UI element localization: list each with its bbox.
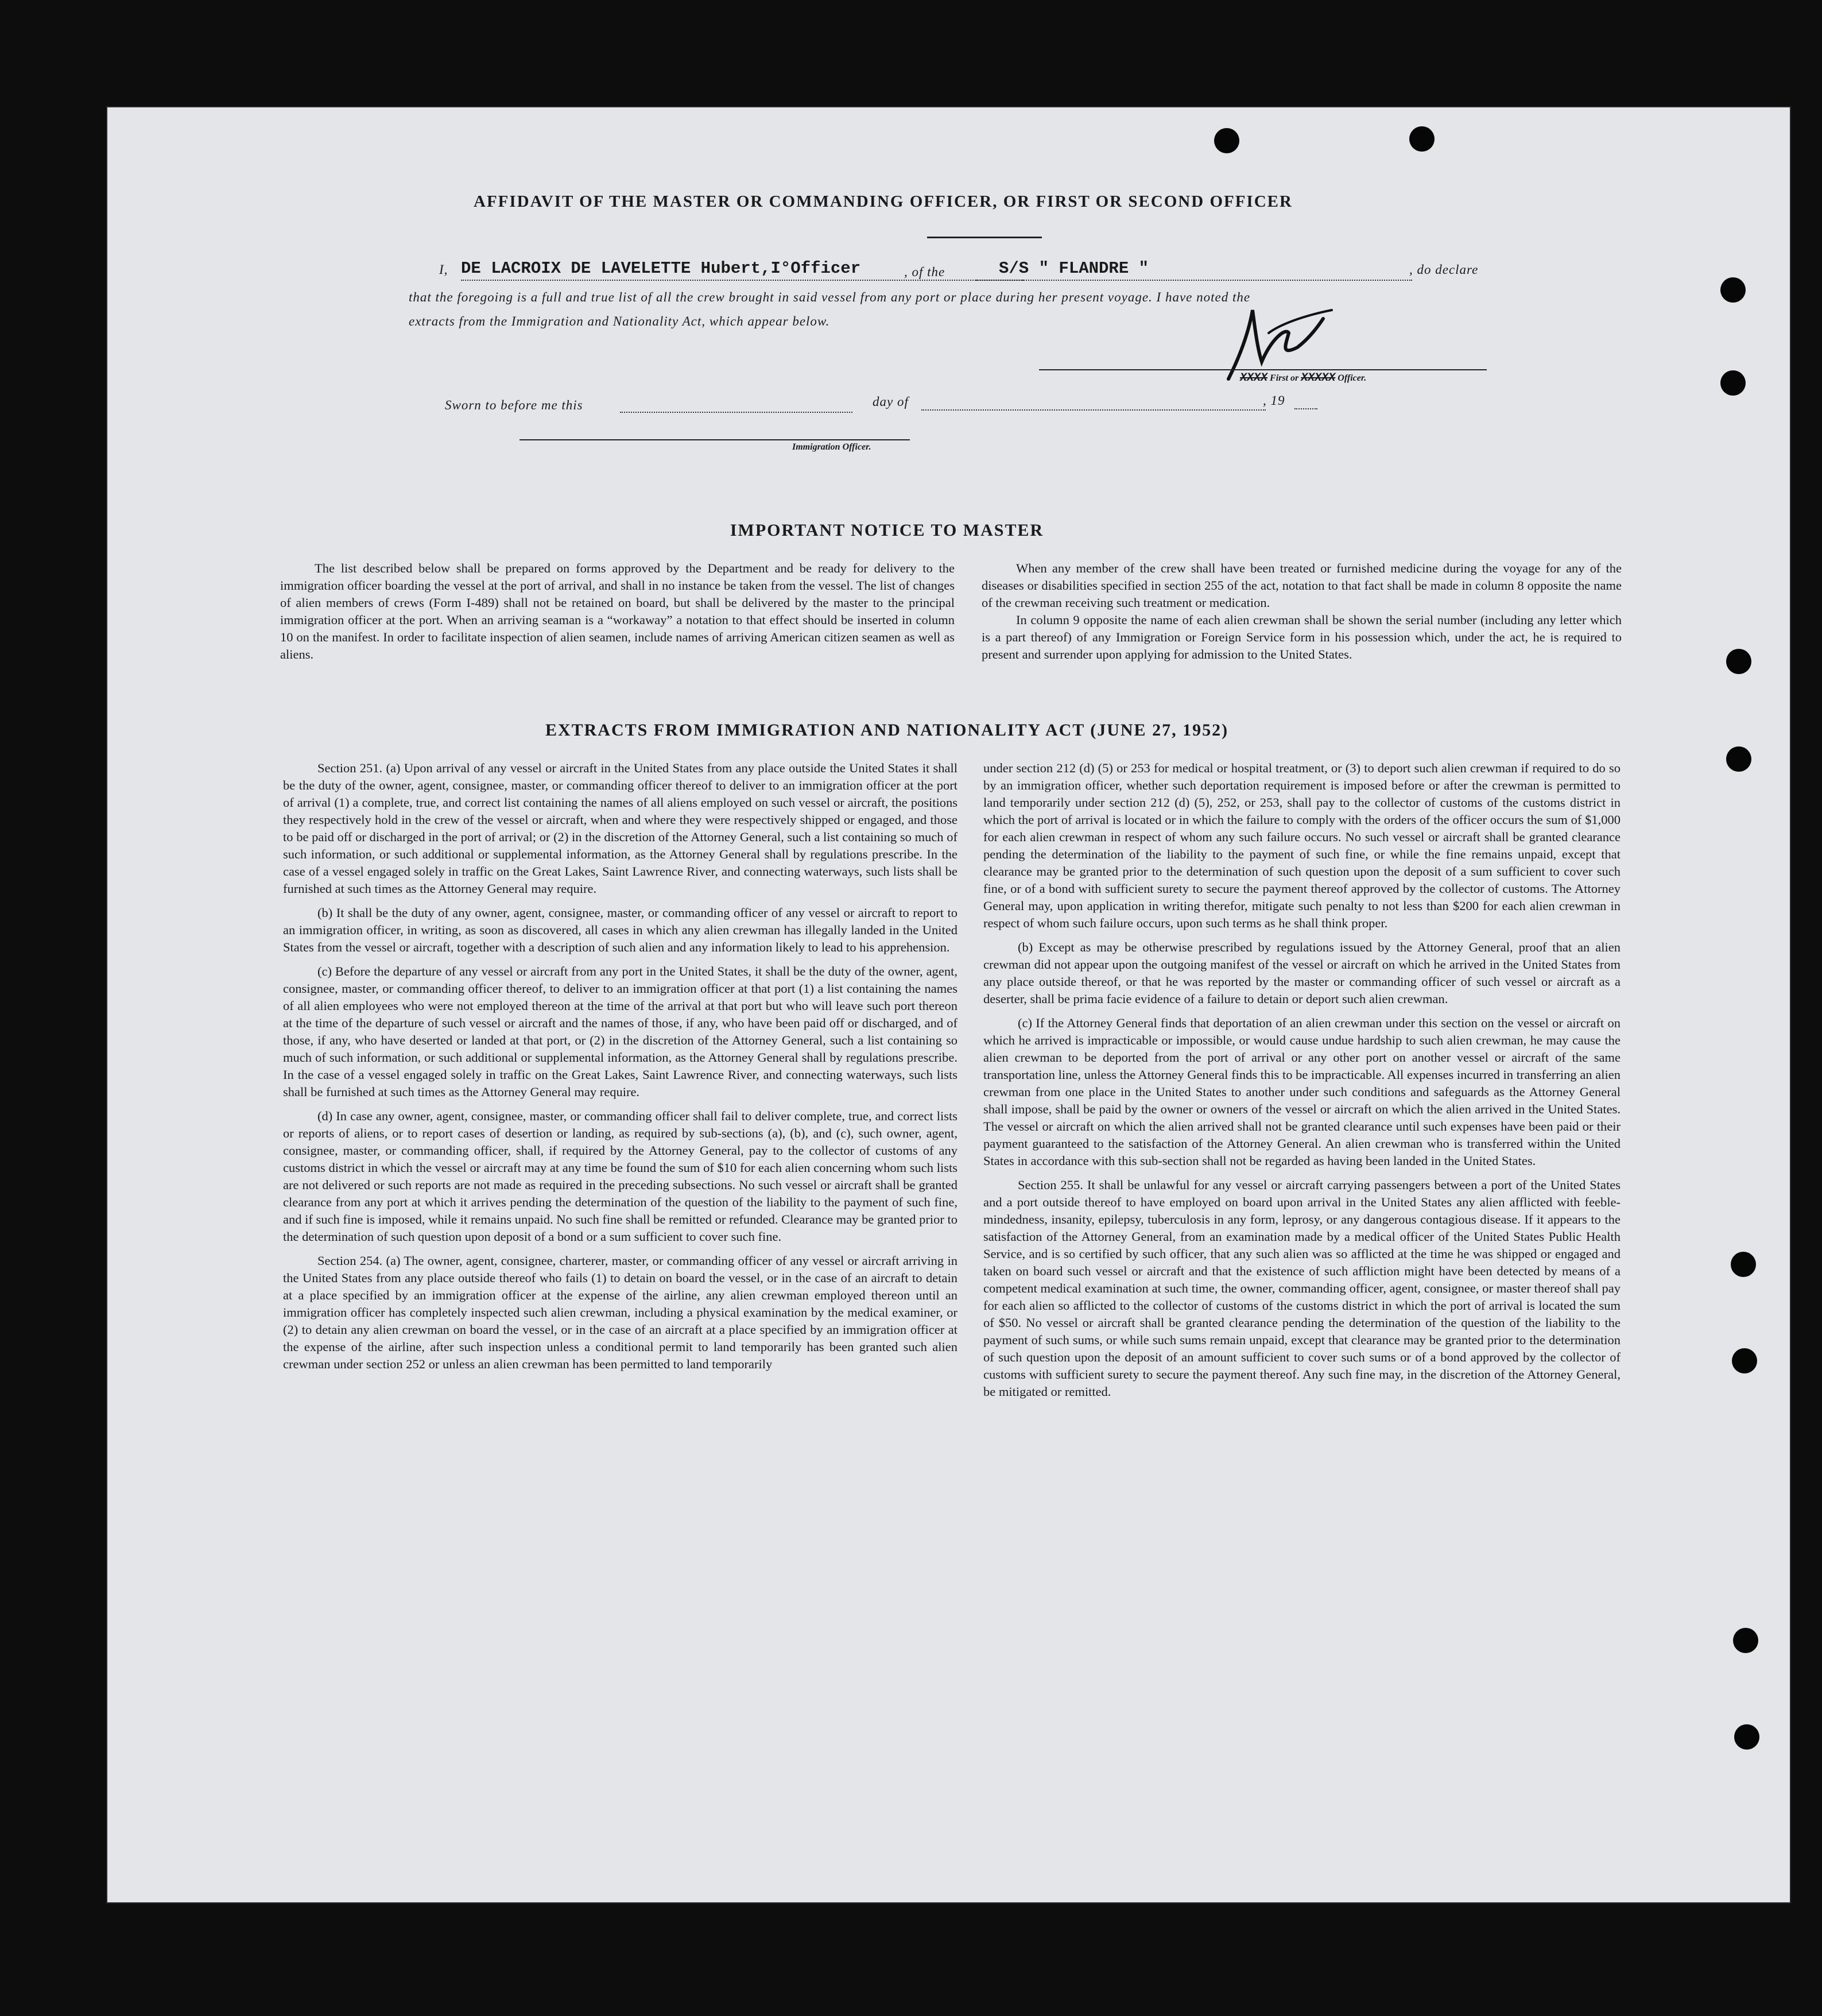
signature-line [1039, 369, 1487, 370]
title-underline [927, 237, 1042, 238]
statement-line-1: that the foregoing is a full and true list of all the crew brought in said vessel from any port or place during her present voyage. I have noted the [409, 290, 1251, 304]
punch-hole [1720, 370, 1746, 396]
punch-hole [1720, 277, 1746, 303]
punch-hole [1726, 649, 1751, 674]
officer-caption [1240, 372, 1366, 385]
punch-hole [1726, 746, 1751, 772]
extract-paragraph: (c) If the Attorney General finds that deportation of an alien crewman under this section on the vessel or aircraft on which he arrived is impracticable or impossible, or would cause undue hardship to such alien crewman, he may cause the alien crewman to be deported from the port of arrival or any other port on another vessel or aircraft of the same transportation line, unless the Attorney General finds this to be impracticable. All expenses incurred in transferring an alien crewman from one place in the United States to another under such conditions and safeguards as the Attorney General shall impose, shall be paid by the owner or owners of the vessel or aircraft on which the alien arrived in the United States. The vessel or aircraft on which the alien arrived shall not be granted clearance until such expenses have been paid or their payment guaranteed to the satisfaction of the Attorney General. An alien crewman who is transferred within the United States in accordance with this sub-section shall not be regarded as having been landed in the United States. [983, 1016, 1621, 1168]
immigration-officer-line [520, 439, 910, 440]
sworn-year-field[interactable] [1294, 408, 1317, 409]
affidavit-title: AFFIDAVIT OF THE MASTER OR COMMANDING OFFICER, OR FIRST OR SECOND OFFICER [474, 192, 1293, 211]
notice-right-column [982, 560, 1622, 670]
notice-paragraph: In column 9 opposite the name of each alien crewman shall be shown the serial number (including any letter which is a part thereof) of any Immigration or Foreign Service form in his possession which, under the act, he is required to present and surrender upon applying for admission to the United States. [982, 613, 1622, 661]
punch-hole [1214, 128, 1239, 153]
punch-hole [1733, 1628, 1758, 1653]
vessel-name-field[interactable]: S/S " FLANDRE " [999, 259, 1149, 278]
extract-paragraph: Section 254. (a) The owner, agent, consignee, charterer, master, or commanding officer of any vessel or aircraft arriving in the United States from any place outside thereof who fails (1) to detain on board the vessel, or in the case of an aircraft to detain at a place specified by an immigration officer at the expense of the airline, any alien crewman employed thereon until an immigration officer has completely inspected such alien crewman, including a physical examination by the medical examiner, or (2) to detain any alien crewman on board the vessel, or in the case of an aircraft at a place specified by an immigration officer at the expense of the airline, after such inspection unless a conditional permit to land temporarily has been granted such alien crewman under section 252 or unless an alien crewman has been permitted to land temporarily [283, 1253, 957, 1371]
do-declare-label: , do declare [1409, 262, 1479, 277]
extract-paragraph: (b) It shall be the duty of any owner, agent, consignee, master, or commanding officer of any vessel or aircraft to report to an immigration officer, in writing, as soon as discovered, all cases in which any alien crewman has illegally landed in the United States from the vessel or aircraft, together with a description of such alien and any information likely to lead to his apprehension. [283, 906, 957, 954]
punch-hole [1731, 1252, 1756, 1277]
i-label: I, [439, 262, 448, 277]
year-label: , 19 [1263, 393, 1285, 408]
document-page [106, 106, 1791, 1903]
extracts-title: EXTRACTS FROM IMMIGRATION AND NATIONALITY ACT (JUNE 27, 1952) [545, 721, 1229, 740]
extracts-right-column [983, 760, 1621, 1407]
punch-hole [1734, 1724, 1759, 1750]
immigration-officer-caption: Immigration Officer. [792, 442, 871, 452]
caption-or: or [1290, 373, 1299, 383]
sworn-day-field[interactable] [620, 412, 852, 413]
extract-paragraph: Section 251. (a) Upon arrival of any vessel or aircraft in the United States from any place outside the United States it shall be the duty of the owner, agent, consignee, master, or commanding officer thereof to deliver to an immigration officer at the port of arrival (1) a complete, true, and correct list containing the names of all aliens employed on such vessel or aircraft, the positions they respectively hold in the crew of the vessel or aircraft, when and where they were respectively shipped or engaged, and those to be paid off or discharged in the port of arrival; or (2) in the discretion of the Attorney General, such a list containing so much of such information, or such additional or supplemental information, as the Attorney General shall by regulations prescribe. In the case of a vessel engaged solely in traffic on the Great Lakes, Saint Lawrence River, and connecting waterways, such lists shall be furnished at such times as the Attorney General may require. [283, 761, 957, 896]
statement-line-2: extracts from the Immigration and Nationality Act, which appear below. [409, 314, 830, 328]
extracts-left-column [283, 760, 957, 1380]
punch-hole [1409, 126, 1435, 152]
sworn-month-field[interactable] [921, 409, 1266, 411]
notice-paragraph: When any member of the crew shall have been treated or furnished medicine during the voyage for any of the diseases or disabilities specified in section 255 of the act, notation to that fact shall be made in column 8 opposite the name of the crewman receiving such treatment or medication. [982, 561, 1622, 610]
notice-paragraph: The list described below shall be prepared on forms approved by the Department and be ready for delivery to the immigration officer boarding the vessel at the port of arrival, and shall in no instance be taken from the vessel. The list of changes of alien members of crews (Form I-489) shall not be retained on board, but shall be delivered by the master to the principal immigration officer at the port. When an arriving seaman is a “workaway” a notation to that effect should be inserted in column 10 on the manifest. In order to facilitate inspection of alien seamen, include names of arriving American citizen seamen as well as aliens. [280, 561, 955, 661]
punch-hole [1732, 1348, 1757, 1373]
extract-paragraph: (b) Except as may be otherwise prescribed by regulations issued by the Attorney General, proof that an alien crewman did not appear upon the outgoing manifest of the vessel or aircraft on which he arrived in the United States from any place outside thereof, or that he was reported by the master or commanding officer of such vessel or aircraft as a deserter, shall be prima facie evidence of a failure to detain or deport such alien crewman. [983, 940, 1621, 1006]
sworn-label: Sworn to before me this [445, 398, 583, 412]
notice-left-column [280, 560, 955, 670]
caption-struck-prefix: XXXX [1240, 372, 1268, 385]
extract-paragraph: (c) Before the departure of any vessel or aircraft from any port in the United States, it shall be the duty of the owner, agent, consignee, master, or commanding officer thereof, to deliver to an immigration officer at that port (1) a list containing the names of all alien employees who were not employed thereon at the time of the arrival at that port but who will leave such port thereon at the time of the departure of such vessel or aircraft and the names of those, if any, who have been paid off or discharged, and of those, if any, who have deserted or landed at that port, or (2) in the discretion of the Attorney General, such a list containing so much of such information, or such additional or supplemental information, as the Attorney General shall by regulations prescribe. In the case of a vessel engaged solely in traffic on the Great Lakes, Saint Lawrence River, and connecting waterways, such lists shall be furnished at such times as the Attorney General may require. [283, 964, 957, 1099]
day-of-label: day of [873, 394, 909, 409]
of-the-label: , of the [904, 265, 951, 280]
extract-paragraph: Section 255. It shall be unlawful for any vessel or aircraft carrying passengers between a port of the United States and a port outside thereof to have employed on board upon arrival in the United States any alien afflicted with feeble-mindedness, insanity, epilepsy, tuberculosis in any form, leprosy, or any dangerous contagious disease. If it appears to the satisfaction of the Attorney General, from an examination made by a medical officer of the United States Public Health Service, and is so certified by such officer, that any such alien was so afflicted at the time he was shipped or engaged and taken on board such vessel or aircraft and that the existence of such affliction might have been detected by means of a competent medical examination at such time, the owner, commanding officer, agent, consignee, or master thereof shall pay for each alien so afflicted to the collector of customs of the customs district in which the port of arrival is located the sum of $50. No vessel or aircraft shall be granted clearance pending the determination of the question of the liability to the payment of such sums, or while such sums remain unpaid, except that clearance may be granted prior to the determination of such question upon the deposit of an amount sufficient to cover such sums or of a bond approved by the collector of customs with sufficient surety to secure the payment thereof. Any such fine may, in the discretion of the Attorney General, be mitigated or remitted. [983, 1178, 1621, 1399]
notice-title: IMPORTANT NOTICE TO MASTER [730, 521, 1044, 540]
caption-struck-second: XXXXX [1301, 372, 1336, 385]
caption-first: First [1270, 373, 1289, 383]
officer-name-field[interactable]: DE LACROIX DE LAVELETTE Hubert,I°Officer [461, 259, 861, 278]
caption-officer: Officer. [1338, 373, 1367, 383]
extract-paragraph: under section 212 (d) (5) or 253 for medical or hospital treatment, or (3) to deport such alien crewman if required to do so by an immigration officer, whether such deportation requirement is imposed before or after the crewman is permitted to land temporarily under section 212 (d) (5), 252, or 253, shall pay to the collector of customs of the customs district in which the port of arrival is located or in which the failure to comply with the orders of the officer occurs the sum of $1,000 for each alien crewman in respect of whom any such failure occurs. No such vessel or aircraft shall be granted clearance pending the determination of the liability to the payment of such fine, or while the fine remains unpaid, except that clearance may be granted prior to the determination of such question upon the deposit of a sum sufficient to cover such fine, or of a bond with sufficient surety to secure the payment thereof approved by the collector of customs. The Attorney General may, upon application in writing therefor, mitigate such penalty to not less than $200 for each alien crewman in respect of whom such failure occurs, upon such terms as he shall think proper. [983, 761, 1621, 930]
extract-paragraph: (d) In case any owner, agent, consignee, master, or commanding officer shall fail to deliver complete, true, and correct lists or reports of aliens, or to report cases of desertion or landing, as required by sub-sections (a), (b), and (c), such owner, agent, consignee, master, or commanding officer, shall, if required by the Attorney General, pay to the collector of customs of any customs district in which the vessel or aircraft may at any time be found the sum of $10 for each alien concerning whom such lists are not delivered or such reports are not made as required in the preceding subsections. No such vessel or aircraft shall be granted clearance from any port at which it arrives pending the determination of the question of the liability to the payment of such fine, and if such fine is imposed, while it remains unpaid. No such fine shall be remitted or refunded. Clearance may be granted prior to the determination of such question upon deposit of a bond or a sum sufficient to cover such fine. [283, 1109, 957, 1244]
officer-signature [1217, 293, 1366, 385]
